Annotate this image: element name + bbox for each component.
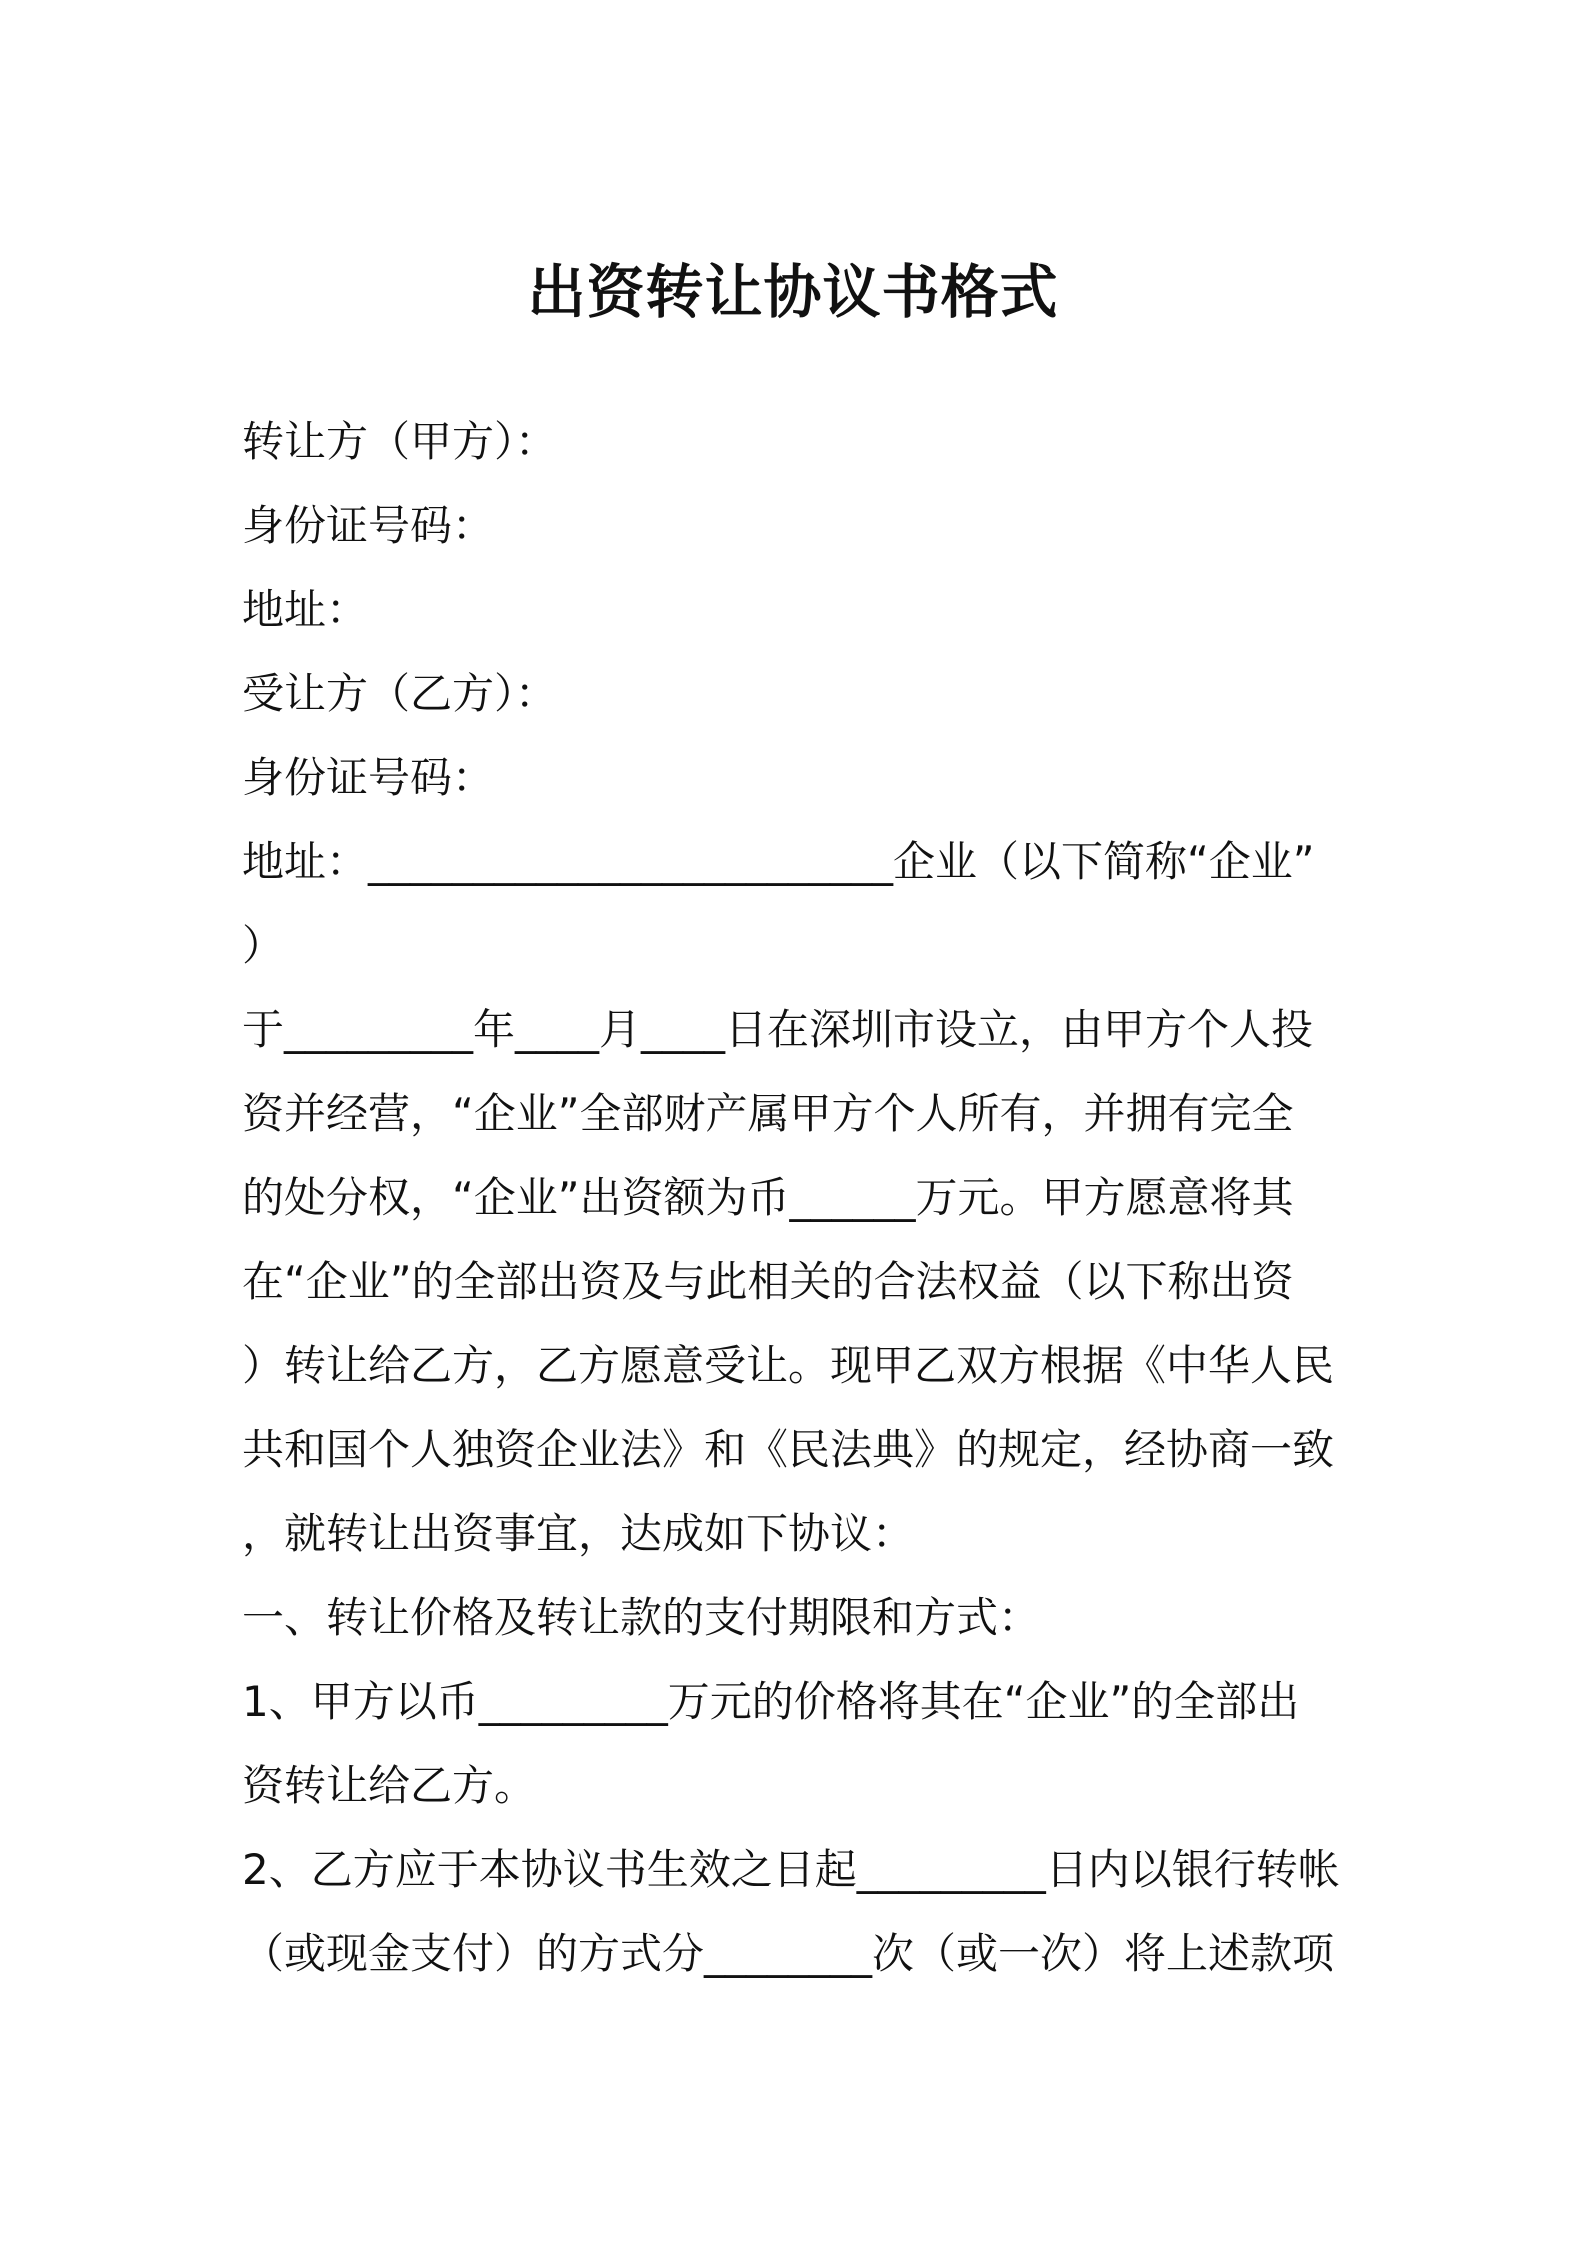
transferee-id-label: 身份证号码： xyxy=(242,753,495,802)
section-heading: 一、转让价格及转让款的支付期限和方式： xyxy=(242,1593,1041,1642)
body-line: 的处分权，“企业”出资额为币______万元。甲方愿意将其 xyxy=(242,1173,1294,1222)
body-line: 地址：_________________________企业（以下简称“企业” xyxy=(242,837,1315,886)
transferee-label: 受让方（乙方）： xyxy=(242,669,558,718)
clause-line: （或现金支付）的方式分________次（或一次）将上述款项 xyxy=(242,1929,1335,1978)
body-line: 共和国个人独资企业法》和《民法典》的规定，经协商一致 xyxy=(242,1425,1335,1474)
document-title: 出资转让协议书格式 xyxy=(527,258,1059,326)
clause-line: 2、乙方应于本协议书生效之日起_________日内以银行转帐 xyxy=(242,1845,1340,1894)
body-line: ）转让给乙方，乙方愿意受让。现甲乙双方根据《中华人民 xyxy=(242,1341,1335,1390)
body-line: 资并经营，“企业”全部财产属甲方个人所有，并拥有完全 xyxy=(242,1089,1294,1138)
clause-line: 1、甲方以币_________万元的价格将其在“企业”的全部出 xyxy=(242,1677,1300,1726)
body-line: ） xyxy=(242,921,285,970)
transferor-address-label: 地址： xyxy=(242,585,369,634)
transferor-id-label: 身份证号码： xyxy=(242,501,495,550)
transferor-label: 转让方（甲方）： xyxy=(242,417,558,466)
body-line: 于_________年____月____日在深圳市设立，由甲方个人投 xyxy=(242,1005,1314,1054)
body-line: 在“企业”的全部出资及与此相关的合法权益（以下称出资 xyxy=(242,1257,1294,1306)
clause-line: 资转让给乙方。 xyxy=(242,1761,537,1810)
body-line: ，就转让出资事宜，达成如下协议： xyxy=(242,1509,915,1558)
